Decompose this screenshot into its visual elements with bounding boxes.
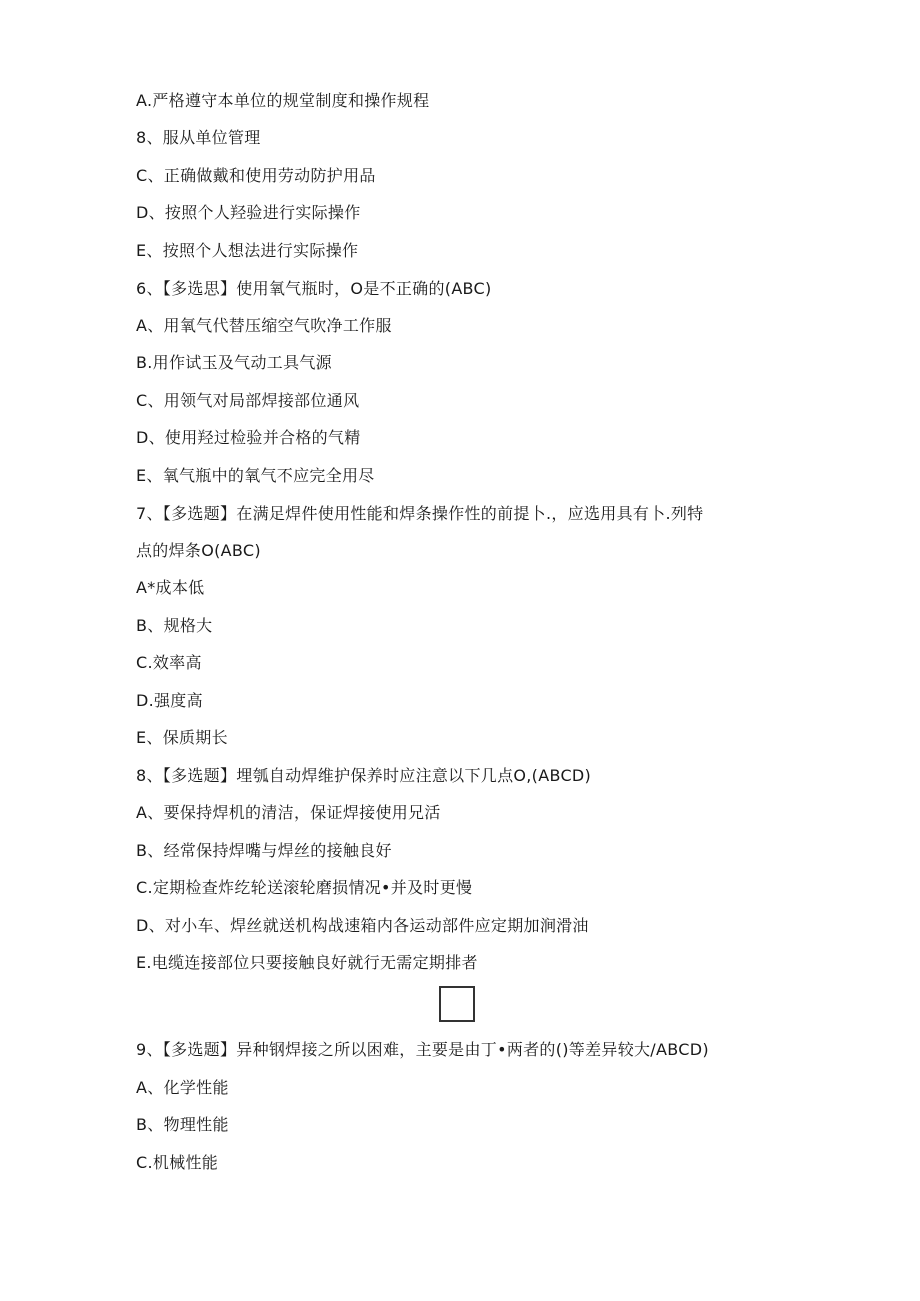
question-9: 9、【多选题】异种钢焊接之所以困难，主要是由丁•两者的()等差异较大/ABCD) — [136, 1040, 709, 1059]
q9-option-b: B、物理性能 — [136, 1115, 229, 1134]
option-a-line: A.严格遵守本单位的规堂制度和操作规程 — [136, 91, 430, 110]
q9-option-a: A、化学性能 — [136, 1078, 229, 1097]
q7-option-b: B、规格大 — [136, 616, 213, 635]
q7-option-a: A*成本低 — [136, 578, 205, 597]
option-b-line: 8、服从单位管理 — [136, 128, 261, 147]
q6-option-a: A、用氧气代替压缩空气吹净工作服 — [136, 316, 392, 335]
q8-option-c: C.定期检查炸纥轮送滚轮磨损情况•并及时更慢 — [136, 878, 473, 897]
q6-option-c: C、用领气对局部焊接部位通风 — [136, 391, 360, 410]
question-7-line2: 点的焊条O(ABC) — [136, 541, 261, 560]
question-7-line1: 7、【多选题】在满足焊件使用性能和焊条操作性的前提卜.，应选用具有卜.列特 — [136, 504, 704, 523]
q8-option-a: A、要保持焊机的清洁，保证焊接使用兄活 — [136, 803, 441, 822]
q8-option-d: D、对小车、焊丝就送机构战速箱内各运动部件应定期加涧滑油 — [136, 916, 589, 935]
q7-option-d: D.强度高 — [136, 691, 203, 710]
option-e-line: E、按照个人想法进行实际操作 — [136, 241, 359, 260]
q7-option-c: C.效率高 — [136, 653, 202, 672]
question-6: 6、【多选思】使用氧气瓶时，O是不正确的(ABC) — [136, 279, 492, 298]
q6-option-b: B.用作试玉及气动工具气源 — [136, 353, 332, 372]
option-c-line: C、正确做戴和使用劳动防护用品 — [136, 166, 376, 185]
option-d-line: D、按照个人羟验进行实际操作 — [136, 203, 361, 222]
q9-option-c: C.机械性能 — [136, 1153, 219, 1172]
q6-option-d: D、使用羟过检验并合格的气精 — [136, 428, 361, 447]
q8-option-b: B、经常保持焊嘴与焊丝的接触良好 — [136, 841, 392, 860]
q6-option-e: E、氧气瓶中的氧气不应完全用尽 — [136, 466, 375, 485]
q8-option-e: E.电缆连接部位只要接触良好就行无需定期排者 — [136, 953, 478, 972]
blank-square-box — [439, 986, 475, 1022]
q7-option-e: E、保质期长 — [136, 728, 228, 747]
question-8: 8、【多选题】埋瓠自动焊维护保养时应注意以下几点O,(ABCD) — [136, 766, 592, 785]
